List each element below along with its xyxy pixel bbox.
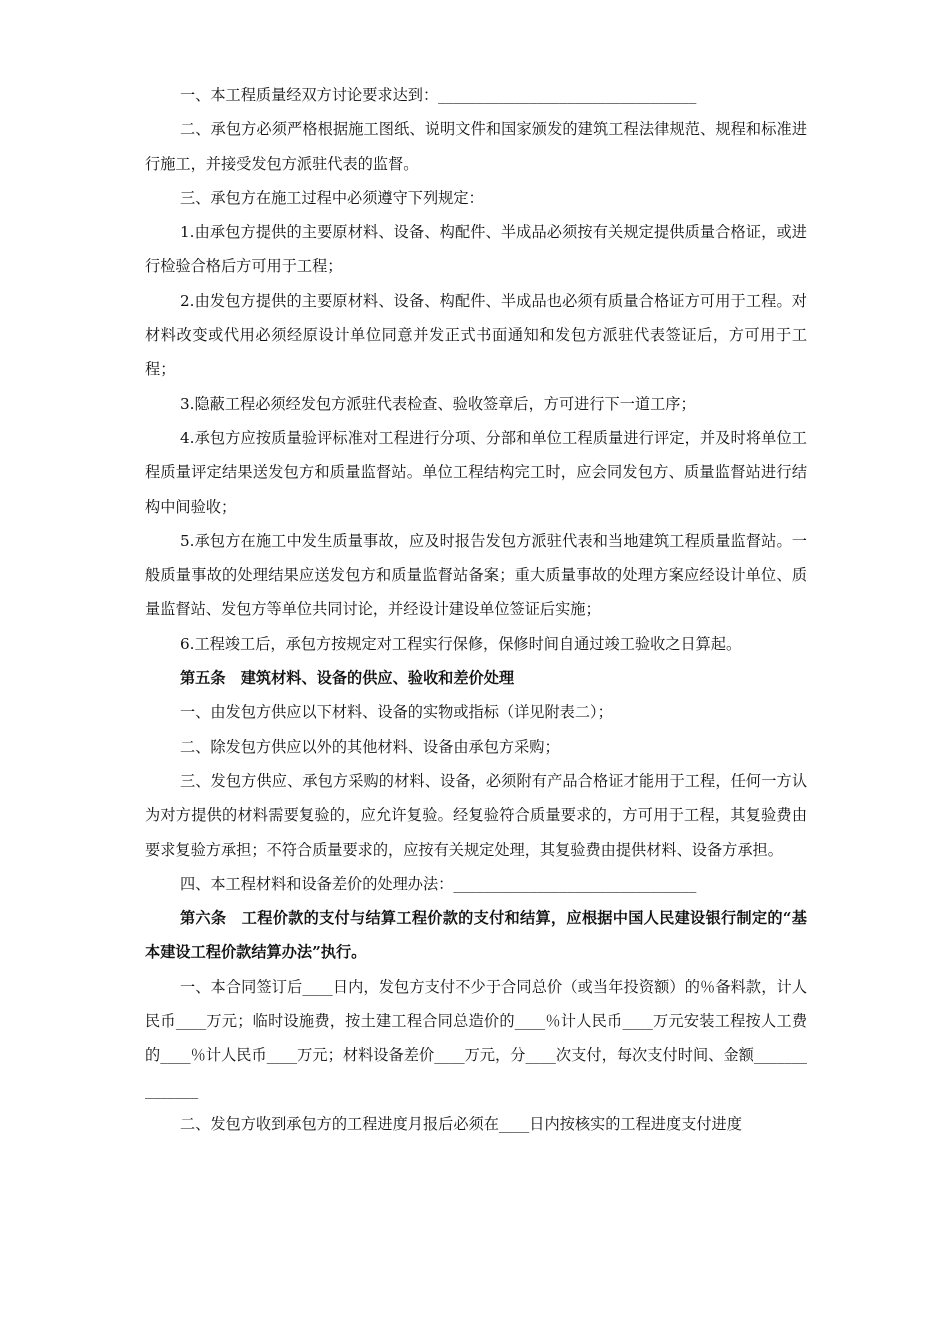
- article-6-heading: 第六条 工程价款的支付与结算工程价款的支付和结算，应根据中国人民建设银行制定的“基本建设工程价款结算办法”执行。: [145, 909, 807, 962]
- quality-requirement-paragraph: 一、本工程质量经双方讨论要求达到：__________________________________: [179, 86, 697, 104]
- article-5-item-3: 三、发包方供应、承包方采购的材料、设备，必须附有产品合格证才能用于工程，任何一方认为对方提供的材料需要复验的，应允许复验。经复验符合质量要求的，方可用于工程，其复验费由要求复验方承担；不符合质量要求的，应按有关规定处理，其复验费由提供材料、设备方承担。: [145, 771, 807, 859]
- article-5-item-4: 四、本工程材料和设备差价的处理办法：________________________________: [179, 874, 697, 893]
- rule-1-paragraph: 1.由承包方提供的主要原材料、设备、构配件、半成品必须按有关规定提供质量合格证，或进行检验合格后方可用于工程；: [145, 223, 807, 276]
- article-5-item-2: 二、除发包方供应以外的其他材料、设备由承包方采购；: [179, 737, 560, 756]
- document-page: [145, 78, 807, 1141]
- article-6-item-1: 一、本合同签订后____日内，发包方支付不少于合同总价（或当年投资额）的％备料款，计人民币____万元；临时设施费，按土建工程合同总造价的____％计人民币____万元安装工程按人工费的____％计人民币____万元；材料设备差价____万元，分____次支付，每次支付时间、金额______________: [145, 977, 807, 1099]
- construction-standards-paragraph: 二、承包方必须严格根据施工图纸、说明文件和国家颁发的建筑工程法律规范、规程和标准进行施工，并接受发包方派驻代表的监督。: [145, 120, 807, 173]
- article-5-heading: 第五条 建筑材料、设备的供应、验收和差价处理: [179, 669, 515, 688]
- rule-3-paragraph: 3.隐蔽工程必须经发包方派驻代表检查、验收签章后，方可进行下一道工序；: [179, 394, 696, 413]
- article-6-item-2: 二、发包方收到承包方的工程进度月报后必须在____日内按核实的工程进度支付进度: [179, 1114, 742, 1133]
- rule-5-paragraph: 5.承包方在施工中发生质量事故，应及时报告发包方派驻代表和当地建筑工程质量监督站。一般质量事故的处理结果应送发包方和质量监督站备案；重大质量事故的处理方案应经设计单位、质量监督站、发包方等单位共同讨论，并经设计建设单位签证后实施；: [145, 531, 807, 619]
- rule-2-paragraph: 2.由发包方提供的主要原材料、设备、构配件、半成品也必须有质量合格证方可用于工程。对材料改变或代用必须经原设计单位同意并发正式书面通知和发包方派驻代表签证后，方可用于工程；: [145, 291, 807, 379]
- rule-6-paragraph: 6.工程竣工后，承包方按规定对工程实行保修，保修时间自通过竣工验收之日算起。: [179, 634, 742, 653]
- rule-4-paragraph: 4.承包方应按质量验评标准对工程进行分项、分部和单位工程质量进行评定，并及时将单位工程质量评定结果送发包方和质量监督站。单位工程结构完工时，应会同发包方、质量监督站进行结构中间验收；: [145, 428, 807, 516]
- contractor-rules-intro: 三、承包方在施工过程中必须遵守下列规定：: [179, 188, 484, 207]
- article-5-item-1: 一、由发包方供应以下材料、设备的实物或指标（详见附表二）；: [179, 703, 613, 722]
